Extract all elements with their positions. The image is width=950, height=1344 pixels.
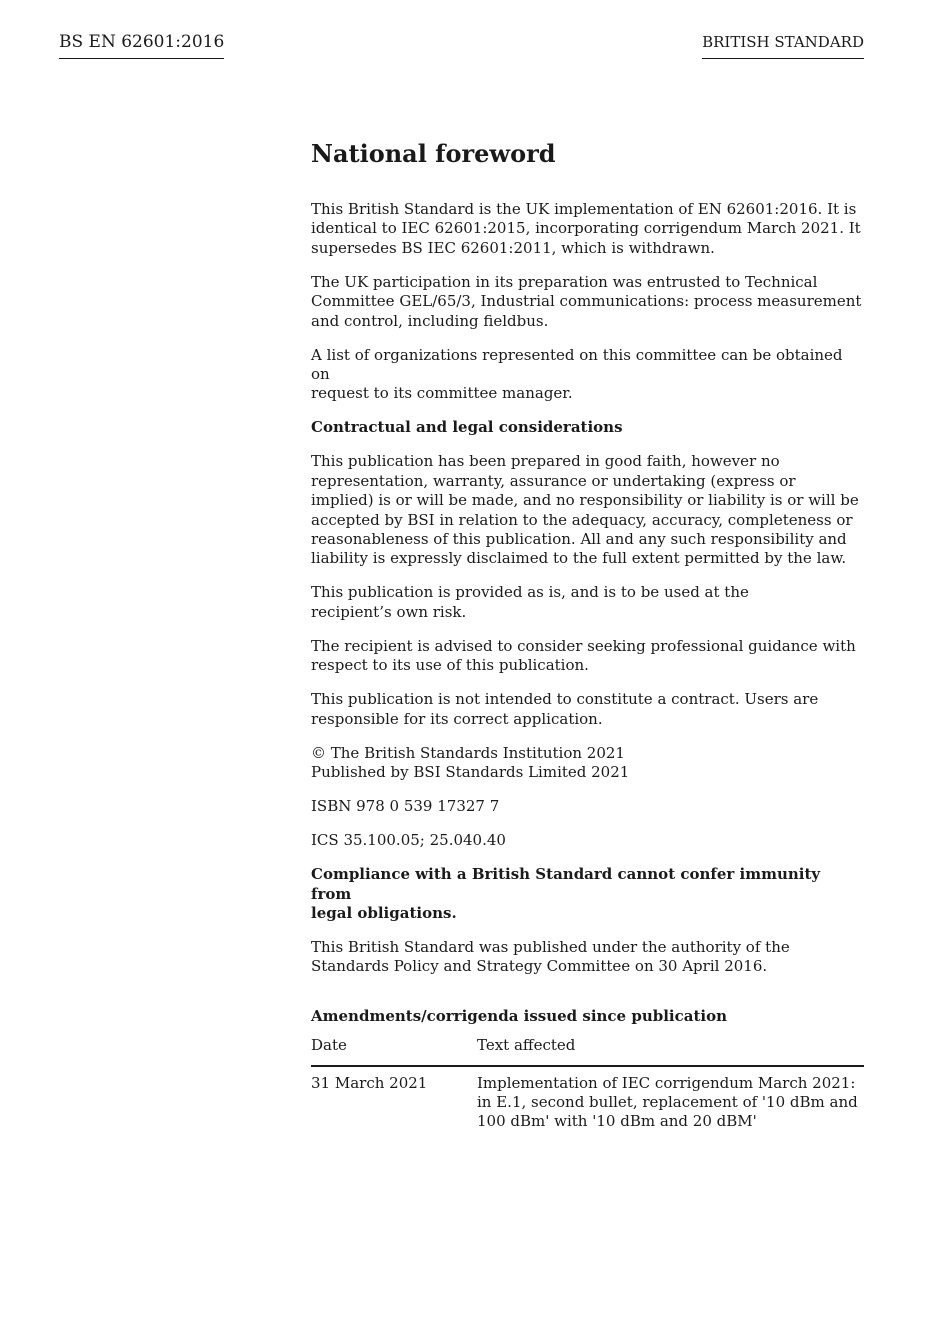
contractual-heading: Contractual and legal considerations [311, 418, 623, 437]
amendment-text: Implementation of IEC corrigendum March 2021: in E.1, second bullet, replacement of '10 dBm and 100 dBm' with '10 dBm and 20 dBM' [477, 1073, 858, 1131]
paragraph-guidance: The recipient is advised to consider seeking professional guidance with respect to its use of this publication. [311, 636, 856, 675]
amendments-heading: Amendments/corrigenda issued since publication [311, 1006, 727, 1025]
paragraph-participation: The UK participation in its preparation was entrusted to Technical Committee GEL/65/3, Industrial communications: process measurement and control, including fieldbus. [311, 272, 862, 330]
paragraph-authority: This British Standard was published under the authority of the Standards Policy and Strategy Committee on 30 April 2016. [311, 937, 790, 976]
isbn: ISBN 978 0 539 17327 7 [311, 797, 500, 816]
column-header-date: Date [311, 1036, 477, 1065]
compliance-notice: Compliance with a British Standard cannot confer immunity from legal obligations. [311, 865, 821, 922]
main-content [311, 139, 864, 1132]
column-header-text-affected: Text affected [477, 1036, 864, 1065]
copyright-notice: © The British Standards Institution 2021 Published by BSI Standards Limited 2021 [311, 743, 630, 782]
paragraph-as-is: This publication is provided as is, and is to be used at the recipient’s own risk. [311, 583, 749, 621]
amendments-header-row [311, 1036, 864, 1065]
page-title: National foreword [311, 139, 556, 168]
paragraph-implementation: This British Standard is the UK implementation of EN 62601:2016. It is identical to IEC 62601:2015, incorporating corrigendum March 2021. It supersedes BS IEC 62601:2011, which is withdrawn. [311, 200, 861, 257]
amendment-date: 31 March 2021 [311, 1073, 428, 1092]
header-document-id: BS EN 62601:2016 [59, 31, 224, 59]
paragraph-organizations: A list of organizations represented on this committee can be obtained on request to its committee manager. [311, 345, 843, 403]
paragraph-not-contract: This publication is not intended to constitute a contract. Users are responsible for its correct application. [311, 690, 819, 728]
table-row [311, 1066, 864, 1132]
amendments-table [311, 1036, 864, 1132]
paragraph-good-faith: This publication has been prepared in good faith, however no representation, warranty, assurance or undertaking (express or implied) is or will be made, and no responsibility or liability is or will be accepted by BSI in relation to the adequacy, accuracy, completeness or reasonableness of this publication. All and any such responsibility and liability is expressly disclaimed to the full extent permitted by the law. [311, 452, 859, 568]
header-publisher: BRITISH STANDARD [702, 31, 864, 59]
ics-codes: ICS 35.100.05; 25.040.40 [311, 831, 506, 850]
